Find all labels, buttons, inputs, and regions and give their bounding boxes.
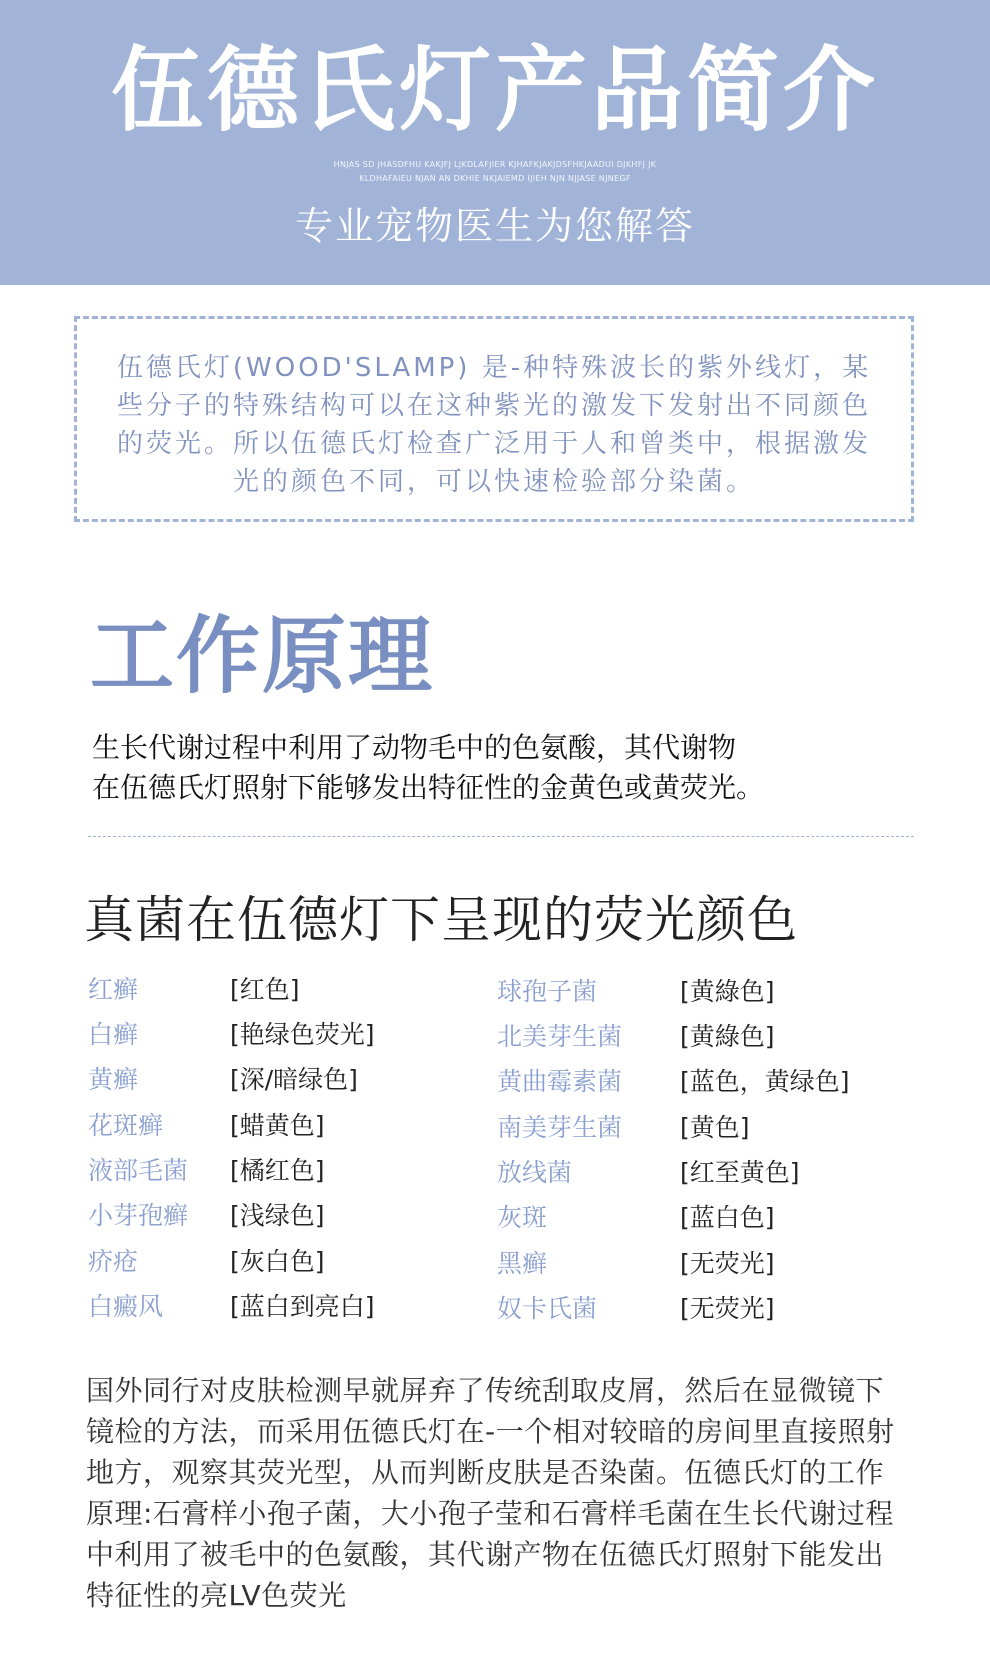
fungus-name: 南美芽生菌 [497,1113,623,1142]
principle-line-1: 生长代谢过程中利用了动物毛中的色氨酸，其代谢物 [92,731,737,764]
principle-title: 工作原理 [90,607,435,705]
page-subtitle: 专业宠物医生为您解答 [294,204,695,248]
fluorescence-color: [浅绿色] [230,1201,325,1230]
fluorescence-color: [灰白色] [230,1247,325,1276]
header-decorative-line-1: HNJAS SD JHASDFHU KAKJFJ LJKDLAFJIER KJHAFKJAKJDSFHKJAADUI DJKHFJ JK [333,160,657,169]
fungus-name: 疥疮 [88,1247,139,1276]
fungus-name: 灰斑 [497,1203,548,1232]
principle-line-2: 在伍德氏灯照射下能够发出特征性的金黄色或黄荧光。 [92,771,765,804]
fungus-name: 红癣 [88,975,139,1004]
fungus-name: 奴卡氏菌 [497,1294,598,1323]
footer-line: 中利用了被毛中的色氨酸，其代谢产物在伍德氏灯照射下能发出 [86,1538,885,1571]
footer-line: 镜检的方法，而采用伍德氏灯在-一个相对较暗的房间里直接照射 [86,1415,895,1448]
fluorescence-color: [红色] [230,975,300,1004]
footer-line: 地方，观察其荧光型，从而判断皮肤是否染菌。伍德氏灯的工作 [86,1456,885,1489]
fungus-name: 北美芽生菌 [497,1022,623,1051]
fluorescence-color: [黄綠色] [680,977,775,1006]
principle-body [92,728,872,808]
fluorescence-color: [无荧光] [680,1249,775,1278]
header-decorative-line-2: KLDHAFAIEU NJAN AN DKHIE NKJAIEMD IJIEH NJN NJJASE NJNEGF [359,174,631,183]
fungus-name: 小芽孢癣 [88,1201,189,1230]
fluorescence-color: [蓝白色] [680,1203,775,1232]
footer-line: 特征性的亮LV色荧光 [86,1579,347,1612]
footer-line: 国外同行对皮肤检测早就屏弃了传统刮取皮屑，然后在显微镜下 [86,1374,885,1407]
footer-paragraph [86,1370,921,1616]
page-title: 伍德氏灯产品简介 [110,37,879,144]
fungus-name: 黑癣 [497,1249,548,1278]
fungus-name: 白癣 [88,1020,139,1049]
section-divider [88,836,914,837]
intro-text: 伍德氏灯(WOOD'SLAMP) 是-种特殊波长的紫外线灯，某些分子的特殊结构可以在这种紫光的激发下发射出不同颜色的荧光。所以伍德氏灯检查广泛用于人和曾类中，根据激发光的颜色不同，可以快速检验部分染菌。 [116,353,872,497]
fluorescence-color: [蜡黄色] [230,1111,325,1140]
footer-line: 原理:石膏样小孢子菌，大小孢子莹和石膏样毛菌在生长代谢过程 [86,1497,894,1530]
fluorescence-color: [蓝色，黄绿色] [680,1067,850,1096]
intro-box [74,316,914,522]
fungus-name: 液部毛菌 [88,1156,189,1185]
fungus-name: 白癜风 [88,1292,164,1321]
fluorescence-color: [橘红色] [230,1156,325,1185]
fluorescence-color: [蓝白到亮白] [230,1292,375,1321]
fungus-name: 花斑癣 [88,1111,164,1140]
fungi-heading: 真菌在伍德灯下呈现的荧光颜色 [84,891,798,949]
fungus-name: 球孢子菌 [497,977,598,1006]
fluorescence-color: [黄綠色] [680,1022,775,1051]
fungus-name: 黄癣 [88,1065,139,1094]
header-banner [0,0,990,285]
fungus-name: 放线菌 [497,1158,573,1187]
fluorescence-color: [深/暗绿色] [230,1065,358,1094]
fluorescence-color: [红至黄色] [680,1158,800,1187]
fluorescence-color: [艳绿色荧光] [230,1020,375,1049]
fluorescence-color: [无荧光] [680,1294,775,1323]
fluorescence-color: [黄色] [680,1113,750,1142]
fungus-name: 黄曲霉素菌 [497,1067,623,1096]
